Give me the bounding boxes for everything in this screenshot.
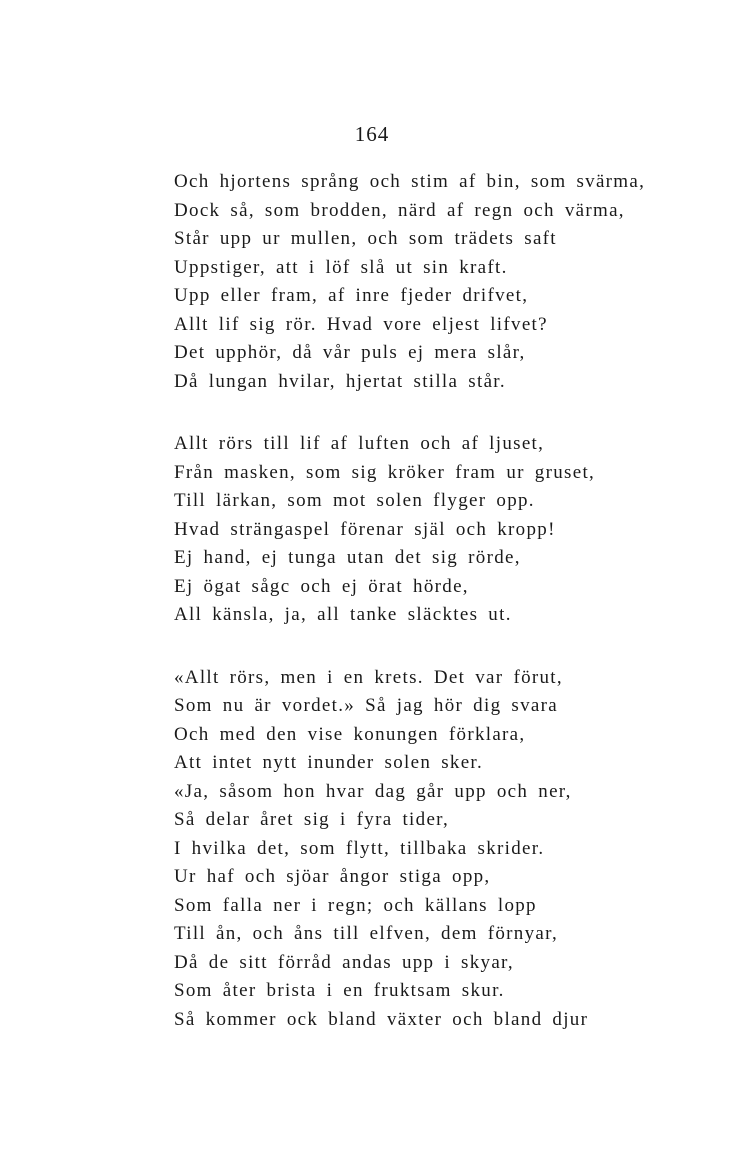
poem-line: Så kommer ock bland växter och bland djur (174, 1008, 589, 1030)
poem-line: Allt lif sig rör. Hvad vore eljest lifvet? (174, 313, 548, 335)
stanza-2 (174, 430, 654, 630)
poem-line: Som åter brista i en fruktsam skur. (174, 980, 505, 1001)
page-number: 164 (354, 122, 390, 146)
poem-line: Som nu är vordet.» Så jag hör dig svara (174, 695, 558, 716)
stanza-gap (174, 396, 654, 430)
poem-line: Till ån, och åns till elfven, dem förnyar, (174, 923, 559, 944)
poem-line: «Ja, såsom hon hvar dag går upp och ner, (174, 780, 572, 802)
poem-line: Och hjortens språng och stim af bin, som svärma, (174, 171, 646, 192)
stanza-1 (174, 168, 654, 396)
poem-line: Ur haf och sjöar ångor stiga opp, (174, 866, 491, 887)
poem-line: All känsla, ja, all tanke släcktes ut. (174, 604, 512, 625)
poem-line: Så delar året sig i fyra tider, (174, 809, 450, 830)
stanza-gap (174, 630, 654, 664)
poem-line: Det upphör, då vår puls ej mera slår, (174, 342, 526, 363)
poem-line: Som falla ner i regn; och källans lopp (174, 894, 537, 916)
poem-line: Att intet nytt inunder solen sker. (174, 752, 484, 773)
poem-body (174, 168, 654, 1034)
poem-line: Ej ögat sågc och ej örat hörde, (174, 575, 469, 597)
poem-line: Allt rörs till lif af luften och af ljuset, (174, 433, 545, 454)
poem-line: Uppstiger, att i löf slå ut sin kraft. (174, 256, 508, 278)
poem-line: Till lärkan, som mot solen flyger opp. (174, 490, 535, 511)
poem-line: Och med den vise konungen förklara, (174, 723, 526, 745)
poem-line: Från masken, som sig kröker fram ur gruset, (174, 461, 596, 483)
poem-line: Då de sitt förråd andas upp i skyar, (174, 951, 514, 973)
stanza-3 (174, 664, 654, 1035)
poem-line: I hvilka det, som flytt, tillbaka skrider. (174, 837, 545, 859)
poem-line: Upp eller fram, af inre fjeder drifvet, (174, 285, 529, 306)
poem-line: Står upp ur mullen, och som trädets saft (174, 228, 557, 249)
poem-line: «Allt rörs, men i en krets. Det var förut, (174, 666, 563, 688)
poem-line: Då lungan hvilar, hjertat stilla står. (174, 370, 506, 392)
poem-line: Hvad strängaspel förenar själ och kropp! (174, 518, 556, 540)
poem-line: Dock så, som brodden, närd af regn och värma, (174, 199, 625, 221)
poem-line: Ej hand, ej tunga utan det sig rörde, (174, 547, 521, 568)
